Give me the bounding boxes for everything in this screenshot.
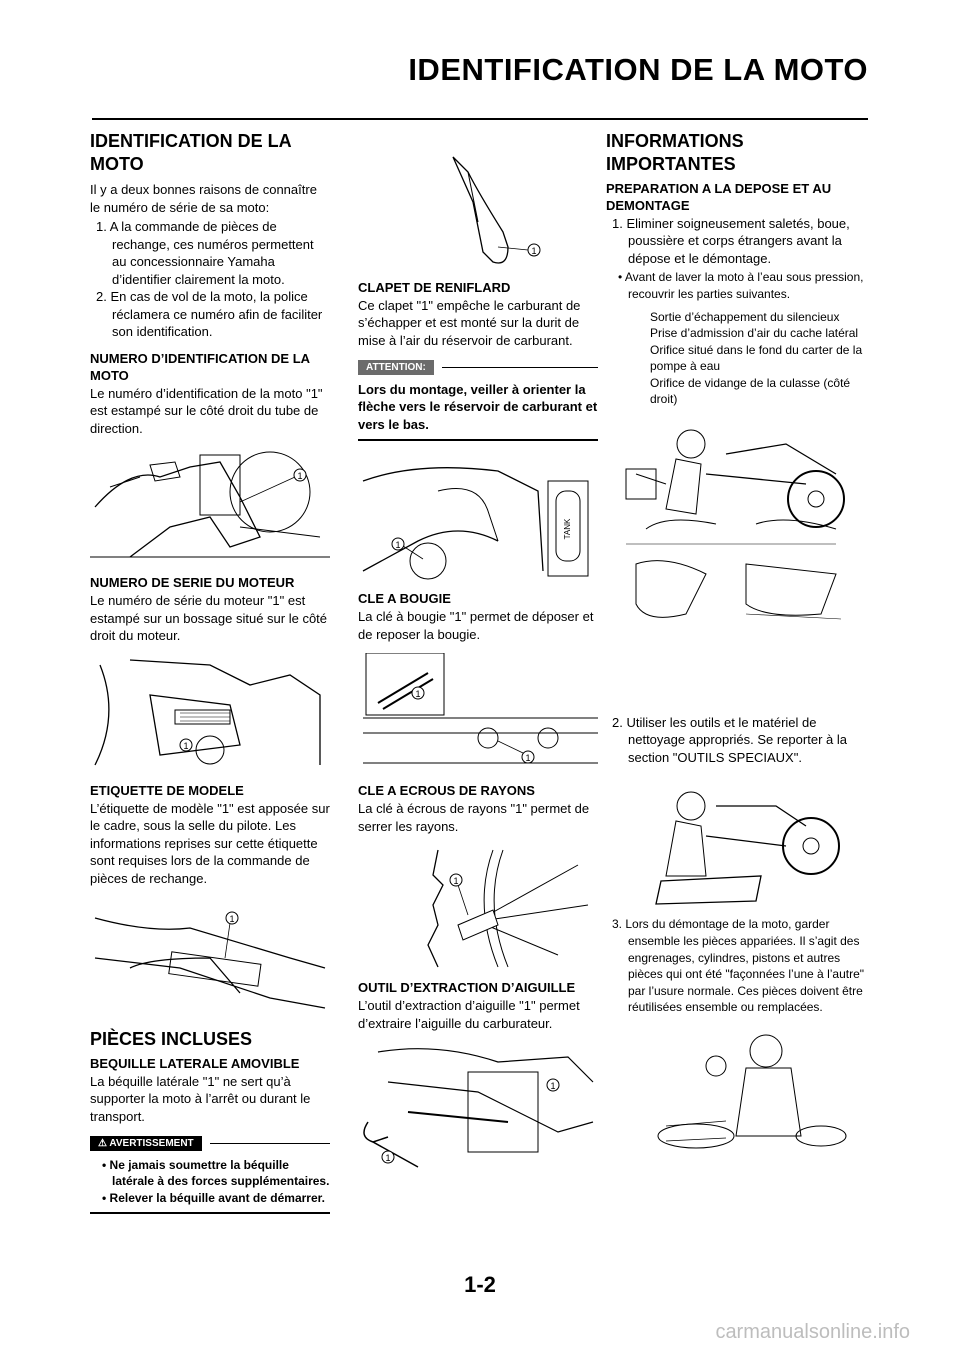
frame-number-text: Le numéro d’identification de la moto "1" est estampé sur le côté droit du tube de direction. (90, 385, 323, 436)
list-item: 3. Lors du démontage de la moto, garder ensemble les pièces appariées. Il s’agit des engrenages, cylindres, pistons et autres pièces qui ont été "façonnées l’une à l’autre" par l’usure normale. Ces pièces doivent être réutilisées ensemble ou remplacées. (612, 917, 865, 1015)
section-title-included-parts: PIÈCES INCLUSES (90, 1028, 253, 1049)
callout-1: 1 (453, 876, 459, 887)
model-label-text: L’étiquette de modèle "1" est apposée sur le cadre, sous la selle du pilote. Les informations reprises sur cette étiquette sont requises lors de la commande de pièces de rechange. (90, 800, 330, 886)
breather-valve-illustration (358, 152, 598, 270)
callout-1: 1 (525, 753, 531, 764)
list-item: • Relever la béquille avant de démarrer. (102, 1190, 325, 1205)
tank-arrow-label: TANK (563, 518, 572, 540)
list-item: Orifice situé dans le fond du carter de la pompe à eau (650, 342, 863, 374)
frame-number-heading: NUMERO D’IDENTIFICATION DE LA MOTO (90, 350, 310, 383)
callout-1: 1 (229, 913, 235, 924)
warning-list (90, 1157, 330, 1207)
model-label-illustration (90, 898, 330, 1018)
list-item: 2. En cas de vol de la moto, la police réclamera ce numéro afin de faciliter son identification. (96, 289, 323, 340)
attention-tag: ATTENTION: (358, 360, 434, 375)
callout-1: 1 (385, 1153, 391, 1164)
list-item: • Avant de laver la moto à l’eau sous pression, recouvrir les parties suivantes. (618, 270, 864, 301)
engine-number-heading: NUMERO DE SERIE DU MOTEUR (90, 575, 295, 591)
warning-tag: ⚠ AVERTISSEMENT (90, 1136, 202, 1151)
side-stand-text: La béquille latérale "1" ne sert qu’à supporter la moto à l’arrêt ou durant le transport. (90, 1073, 311, 1124)
list-item: 2. Utiliser les outils et le matériel de nettoyage appropriés. Se reporter à la section "OUTILS SPECIAUX". (612, 714, 847, 765)
needle-puller-illustration (358, 1042, 598, 1172)
column-left (90, 130, 330, 1224)
model-label-heading: ETIQUETTE DE MODELE (90, 782, 244, 798)
intro-text: Il y a deux bonnes raisons de connaître le numéro de série de sa moto: (90, 182, 317, 215)
list-item: Prise d’admission d’air du cache latéral (650, 326, 859, 341)
reasons-list (90, 218, 330, 341)
needle-puller-text: L’outil d’extraction d’aiguille "1" permet d’extraire l’aiguille du carburateur. (358, 998, 580, 1031)
callout-1: 1 (415, 689, 421, 700)
warning-box (90, 1136, 330, 1215)
list-item: 1. Eliminer soigneusement saletés, boue, poussière et corps étrangers avant la dépose et le démontage. (612, 215, 850, 266)
callout-1: 1 (183, 740, 189, 751)
callout-1: 1 (550, 1081, 556, 1092)
steps-list-3 (606, 916, 868, 1015)
breather-valve-text: Ce clapet "1" empêche le carburant de s’échapper et est monté sur la durit de mise à l’air du réservoir de carburant. (358, 297, 581, 348)
steps-list (606, 215, 868, 268)
section-title-important-info: INFORMATIONS IMPORTANTES (606, 131, 744, 174)
needle-puller-heading: OUTIL D’EXTRACTION D’AIGUILLE (358, 980, 576, 996)
column-right (606, 130, 868, 1166)
cleaning-tools-illustration (606, 776, 868, 906)
washing-motorcycle-illustration (606, 414, 868, 704)
side-stand-heading: BEQUILLE LATERALE AMOVIBLE (90, 1056, 300, 1071)
attention-box (358, 360, 598, 442)
spoke-wrench-illustration (358, 845, 598, 970)
spoke-wrench-text: La clé à écrous de rayons "1" permet de serrer les rayons. (358, 801, 590, 834)
warning-triangle-icon: ⚠ (98, 1137, 110, 1149)
mechanic-parts-illustration (606, 1026, 868, 1156)
list-item: • Ne jamais soumettre la béquille latérale à des forces supplémentaires. (102, 1157, 330, 1189)
watermark: carmanualsonline.info (715, 1321, 910, 1343)
callout-1: 1 (395, 540, 401, 551)
breather-valve-heading: CLAPET DE RENIFLARD (358, 280, 511, 295)
steps-list-2 (606, 714, 868, 767)
engine-illustration (90, 655, 330, 773)
spark-plug-wrench-text: La clé à bougie "1" permet de déposer et de reposer la bougie. (358, 609, 594, 642)
spark-plug-wrench-illustration (358, 653, 598, 773)
column-middle (358, 130, 598, 1182)
fuel-tank-illustration (358, 451, 598, 581)
covered-parts-list (606, 309, 868, 408)
steering-head-illustration (90, 447, 330, 565)
list-item: 1. A la commande de pièces de rechange, ces numéros permettent au concessionnaire Yamaha d’identifier clairement la moto. (96, 219, 314, 287)
callout-1: 1 (297, 471, 303, 482)
spoke-wrench-heading: CLE A ECROUS DE RAYONS (358, 783, 535, 799)
engine-number-text: Le numéro de série du moteur "1" est estampé sur un bossage situé sur le côté droit du moteur. (90, 593, 328, 644)
page-number: 1-2 (464, 1272, 496, 1297)
list-item: Sortie d’échappement du silencieux (650, 309, 840, 324)
callout-1: 1 (531, 246, 537, 256)
page-header-title: IDENTIFICATION DE LA MOTO (408, 52, 868, 87)
header-rule (92, 118, 868, 120)
section-title-identification: IDENTIFICATION DE LA MOTO (90, 131, 291, 174)
bullet-list (606, 269, 868, 302)
list-item: Orifice de vidange de la culasse (côté droit) (650, 375, 851, 407)
spark-plug-wrench-heading: CLE A BOUGIE (358, 591, 451, 607)
preparation-heading: PREPARATION A LA DEPOSE ET AU DEMONTAGE (606, 181, 832, 213)
attention-text: Lors du montage, veiller à orienter la flèche vers le réservoir de carburant et vers le bas. (358, 381, 598, 432)
